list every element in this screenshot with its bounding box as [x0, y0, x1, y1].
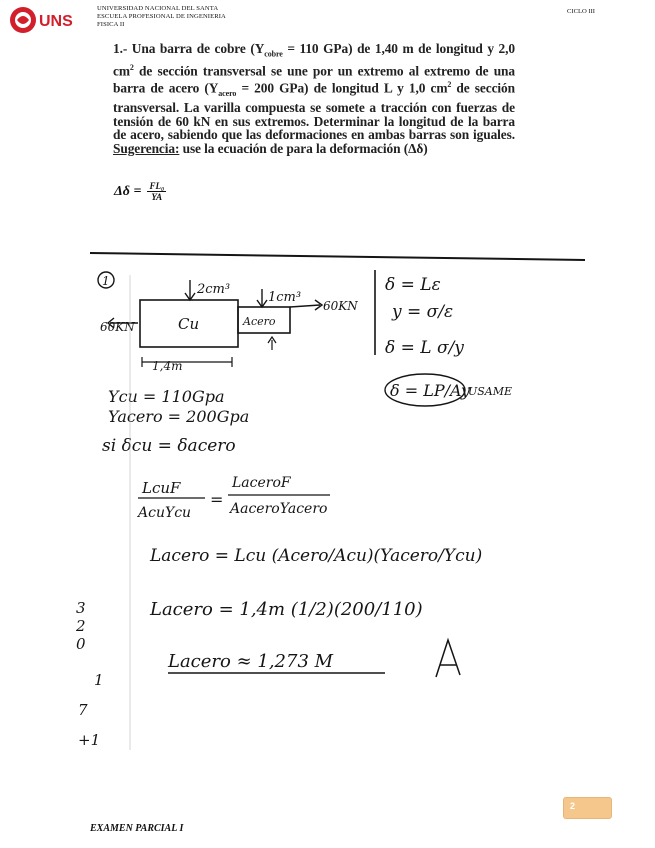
result-steel-length: Lacero ≈ 1,273 M	[168, 651, 334, 672]
problem-number: 1	[102, 274, 110, 288]
formula-lhs: Δδ =	[114, 183, 142, 199]
relation-tag: USAME	[468, 385, 513, 398]
page-number-badge	[563, 797, 612, 819]
institution-block	[97, 5, 226, 29]
margin-mark: 3	[76, 599, 86, 617]
formula-fraction	[147, 181, 166, 202]
eq1-rhs-numerator: LaceroF	[232, 475, 291, 491]
cycle-label: CICLO III	[566, 8, 595, 15]
page-number: 2	[570, 801, 576, 811]
eq3-substitution: Lacero = 1,4m (1/2)(200/110)	[150, 599, 423, 620]
superscript: 2	[129, 63, 134, 73]
handwritten-solution	[76, 245, 595, 765]
relation-final: δ = LP/Ay	[390, 381, 470, 400]
uns-logo	[8, 4, 96, 38]
subscript: acero	[218, 89, 237, 99]
steel-modulus: Yacero = 200Gpa	[108, 407, 250, 426]
institution-line: FISICA II	[97, 21, 125, 28]
svg-text:=: =	[210, 490, 224, 509]
margin-mark: 0	[76, 635, 86, 653]
subscript: cobre	[264, 49, 283, 59]
margin-mark: 2	[76, 617, 86, 635]
copper-modulus: Ycu = 110Gpa	[108, 387, 225, 406]
copper-label: Cu	[178, 315, 200, 333]
steel-label: Acero	[243, 315, 276, 328]
margin-mark: +1	[78, 731, 101, 749]
right-force-label: 60KN	[323, 299, 358, 313]
eq1-rhs-denominator: AaceroYacero	[230, 501, 328, 517]
formula-denominator: YA	[151, 192, 163, 202]
equal-deformation-condition: si δcu = δacero	[102, 436, 236, 456]
problem-text: = 200 GPa) de longitud L y 1,0 cm	[236, 80, 448, 96]
problem-text: = 110 GPa) de 1,40 m de longitud y 2,0 cm	[113, 41, 515, 79]
relation-modulus: y = σ/ε	[392, 302, 454, 322]
problem-text: de sección transversal se une por un extremo al extremo de una barra de acero (Y	[113, 63, 515, 96]
eq2-steel-length-formula: Lacero = Lcu (Acero/Acu)(Yacero/Ycu)	[150, 546, 483, 566]
exam-footer: EXAMEN PARCIAL I	[90, 823, 184, 834]
institution-line: ESCUELA PROFESIONAL DE INGENIERIA	[97, 13, 226, 20]
margin-mark: 7	[78, 701, 88, 719]
copper-area-label: 2cm³	[197, 282, 231, 297]
institution-line: UNIVERSIDAD NACIONAL DEL SANTA	[97, 5, 219, 12]
logo-text: UNS	[39, 13, 73, 30]
superscript: 2	[447, 80, 452, 90]
eq1-lhs-denominator: AcuYcu	[138, 505, 192, 521]
margin-mark: 1	[94, 671, 104, 689]
copper-length-label: 1,4m	[152, 359, 183, 373]
relation-deformation: δ = L σ/y	[385, 338, 464, 358]
problem-statement	[113, 42, 515, 155]
formula-numerator: FL₀	[149, 181, 165, 191]
problem-text: de sección transversal. La varilla compuesta se somete a tracción con fuerzas de tensión de 60 kN en sus extremos. Determinar la longitud de la barra de acero, sabiendo que las deformaciones en ambas barras son iguales.	[113, 80, 515, 143]
problem-text: 1.- Una barra de cobre (Y	[113, 41, 265, 56]
left-force-label: 60KN	[100, 320, 135, 334]
relation-strain: δ = Lε	[385, 275, 441, 295]
eq1-lhs-numerator: LcuF	[142, 479, 181, 497]
deformation-formula	[114, 181, 166, 202]
hint-text: use la ecuación de para la deformación (Δδ)	[179, 140, 428, 156]
hint-label: Sugerencia:	[113, 140, 180, 156]
steel-area-label: 1cm³	[268, 290, 302, 305]
